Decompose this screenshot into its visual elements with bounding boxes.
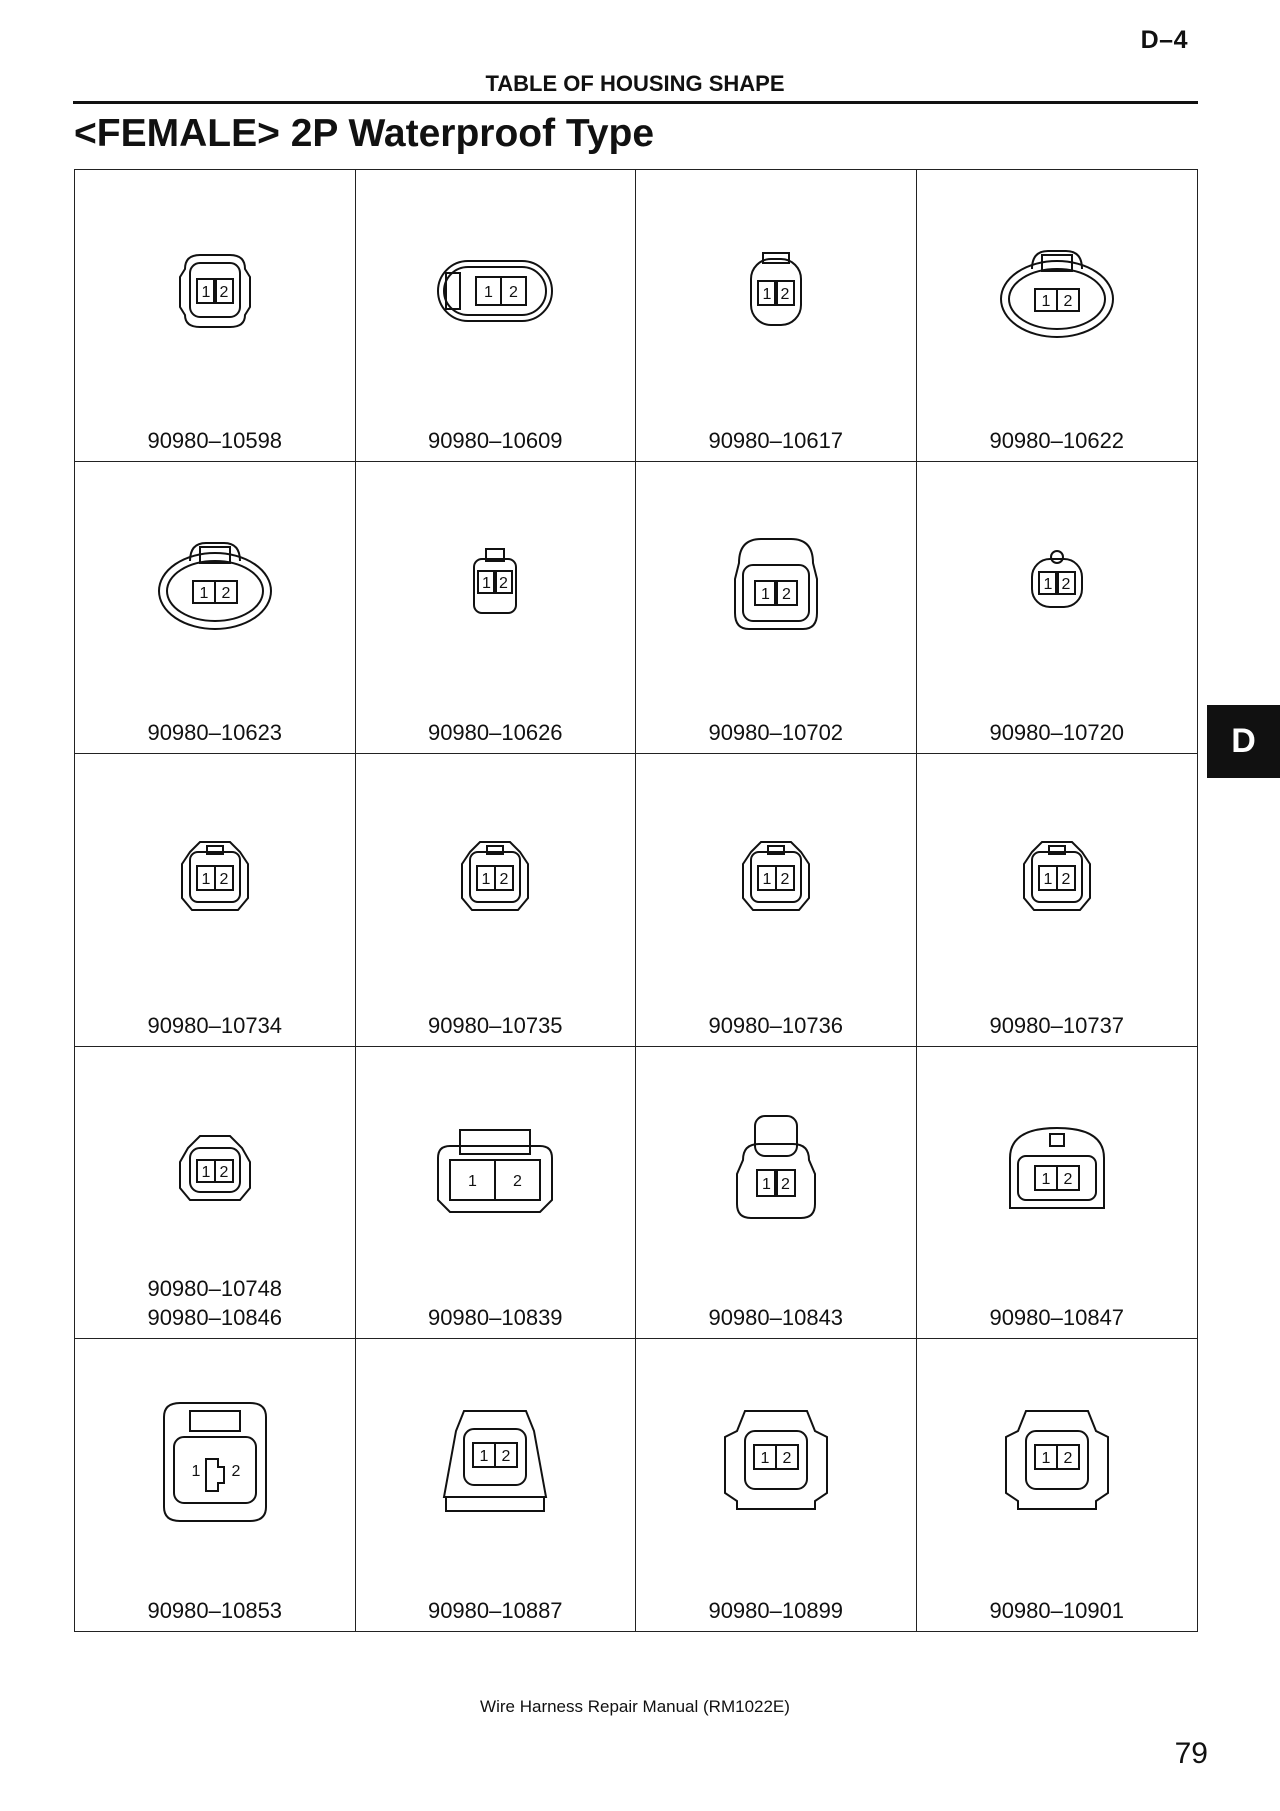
connector-housing-drawing — [711, 1104, 841, 1234]
page-code: D–4 — [1140, 26, 1188, 54]
part-number-label — [356, 1596, 636, 1625]
connector-housing-drawing — [430, 1104, 560, 1234]
svg-text:1: 1 — [760, 586, 770, 604]
part-number: 90980–10737 — [989, 1012, 1125, 1038]
svg-text:1: 1 — [484, 284, 494, 302]
connector-housing-drawing — [150, 227, 280, 357]
connector-cell — [636, 462, 917, 754]
connector-housing-drawing — [150, 519, 280, 649]
part-number: 90980–10735 — [427, 1012, 563, 1038]
connector-cell — [917, 462, 1198, 754]
part-number: 90980–10846 — [147, 1304, 283, 1330]
svg-text:2: 2 — [1061, 870, 1071, 888]
footer-text: Wire Harness Repair Manual (RM1022E) — [480, 1697, 790, 1716]
part-number: 90980–10734 — [147, 1012, 283, 1038]
part-number-label — [356, 718, 636, 747]
part-number: 90980–10623 — [147, 720, 283, 746]
svg-text:2: 2 — [1063, 293, 1073, 311]
part-number: 90980–10899 — [708, 1598, 844, 1623]
part-number: 90980–10887 — [427, 1598, 563, 1623]
svg-text:2: 2 — [780, 1175, 790, 1193]
part-number-label — [75, 1011, 355, 1040]
part-number: 90980–10626 — [427, 720, 563, 746]
connector-cell — [917, 1339, 1198, 1631]
part-number-label — [636, 426, 916, 455]
part-number-label — [356, 1011, 636, 1040]
part-number: 90980–10736 — [708, 1012, 844, 1038]
svg-text:2: 2 — [780, 870, 790, 888]
connector-housing-drawing — [711, 1397, 841, 1527]
svg-text:1: 1 — [1043, 576, 1053, 594]
header-rule — [73, 101, 1198, 104]
connector-housing-drawing — [992, 1397, 1122, 1527]
connector-housing-drawing — [430, 227, 560, 357]
svg-text:2: 2 — [231, 1462, 241, 1480]
svg-text:2: 2 — [499, 870, 509, 888]
svg-text:1: 1 — [762, 286, 772, 304]
connector-cell — [636, 1047, 917, 1339]
part-number-label — [917, 718, 1198, 747]
connector-cell — [917, 170, 1198, 462]
part-number-label — [636, 1011, 916, 1040]
connector-cell — [75, 170, 356, 462]
svg-text:2: 2 — [513, 1172, 523, 1190]
part-number-label — [917, 1596, 1198, 1625]
part-number-label — [356, 1303, 636, 1332]
page-number: 79 — [1174, 1737, 1208, 1770]
svg-text:2: 2 — [782, 1449, 792, 1467]
svg-text:2: 2 — [509, 284, 519, 302]
part-number: 90980–10839 — [427, 1304, 563, 1330]
svg-text:2: 2 — [219, 284, 229, 302]
connector-housing-drawing — [711, 519, 841, 649]
svg-text:2: 2 — [501, 1447, 511, 1465]
part-number: 90980–10853 — [147, 1598, 283, 1623]
svg-text:1: 1 — [201, 284, 211, 302]
svg-text:2: 2 — [219, 1163, 229, 1181]
part-number: 90980–10702 — [708, 720, 844, 746]
connector-housing-drawing — [711, 227, 841, 357]
part-number: 90980–10617 — [708, 428, 844, 454]
connector-housing-drawing — [992, 519, 1122, 649]
connector-housing-drawing — [150, 812, 280, 942]
svg-text:2: 2 — [499, 575, 509, 593]
part-number-label — [75, 718, 355, 747]
connector-cell — [636, 1339, 917, 1631]
connector-cell — [636, 170, 917, 462]
part-number: 90980–10843 — [708, 1304, 844, 1330]
part-number-label — [75, 1274, 355, 1332]
part-number: 90980–10598 — [147, 428, 283, 454]
connector-cell — [917, 1047, 1198, 1339]
connector-housing-drawing — [430, 519, 560, 649]
svg-text:1: 1 — [191, 1462, 201, 1480]
connector-cell — [636, 754, 917, 1046]
connector-cell — [75, 754, 356, 1046]
svg-text:1: 1 — [201, 870, 211, 888]
svg-text:2: 2 — [221, 585, 231, 603]
svg-text:1: 1 — [199, 585, 209, 603]
connector-housing-drawing — [150, 1397, 280, 1527]
connector-cell — [75, 1339, 356, 1631]
svg-text:2: 2 — [1061, 576, 1071, 594]
section-heading: TABLE OF HOUSING SHAPE — [485, 71, 785, 96]
part-number-label — [75, 426, 355, 455]
svg-text:1: 1 — [761, 1175, 771, 1193]
svg-text:2: 2 — [1063, 1449, 1073, 1467]
svg-text:2: 2 — [781, 586, 791, 604]
connector-table — [74, 169, 1198, 1632]
part-number-label — [75, 1596, 355, 1625]
connector-cell — [356, 1047, 637, 1339]
connector-cell — [356, 170, 637, 462]
svg-text:1: 1 — [201, 1163, 211, 1181]
svg-text:1: 1 — [760, 1449, 770, 1467]
part-number-label — [636, 718, 916, 747]
svg-text:1: 1 — [482, 575, 492, 593]
connector-housing-drawing — [992, 227, 1122, 357]
part-number: 90980–10720 — [989, 720, 1125, 746]
part-number: 90980–10901 — [989, 1598, 1125, 1623]
svg-text:1: 1 — [481, 870, 491, 888]
part-number-label — [917, 426, 1198, 455]
section-tab: D — [1207, 705, 1280, 778]
svg-text:1: 1 — [762, 870, 772, 888]
svg-text:1: 1 — [1041, 293, 1051, 311]
svg-text:1: 1 — [479, 1447, 489, 1465]
part-number: 90980–10748 — [147, 1275, 283, 1301]
connector-housing-drawing — [430, 812, 560, 942]
connector-cell — [356, 754, 637, 1046]
page-title: <FEMALE> 2P Waterproof Type — [74, 112, 655, 155]
part-number-label — [636, 1596, 916, 1625]
part-number: 90980–10847 — [989, 1304, 1125, 1330]
svg-text:1: 1 — [1041, 1449, 1051, 1467]
connector-housing-drawing — [430, 1397, 560, 1527]
connector-cell — [75, 1047, 356, 1339]
connector-housing-drawing — [711, 812, 841, 942]
svg-text:1: 1 — [1041, 1170, 1051, 1188]
svg-text:2: 2 — [780, 286, 790, 304]
svg-text:1: 1 — [468, 1172, 478, 1190]
connector-housing-drawing — [992, 1104, 1122, 1234]
part-number-label — [636, 1303, 916, 1332]
svg-text:2: 2 — [219, 870, 229, 888]
connector-cell — [356, 462, 637, 754]
connector-housing-drawing — [150, 1104, 280, 1234]
connector-cell — [75, 462, 356, 754]
part-number-label — [356, 426, 636, 455]
connector-housing-drawing — [992, 812, 1122, 942]
svg-text:1: 1 — [1043, 870, 1053, 888]
part-number-label — [917, 1011, 1198, 1040]
part-number-label — [917, 1303, 1198, 1332]
part-number: 90980–10609 — [427, 428, 563, 454]
connector-cell — [917, 754, 1198, 1046]
connector-cell — [356, 1339, 637, 1631]
svg-text:2: 2 — [1063, 1170, 1073, 1188]
part-number: 90980–10622 — [989, 428, 1125, 454]
